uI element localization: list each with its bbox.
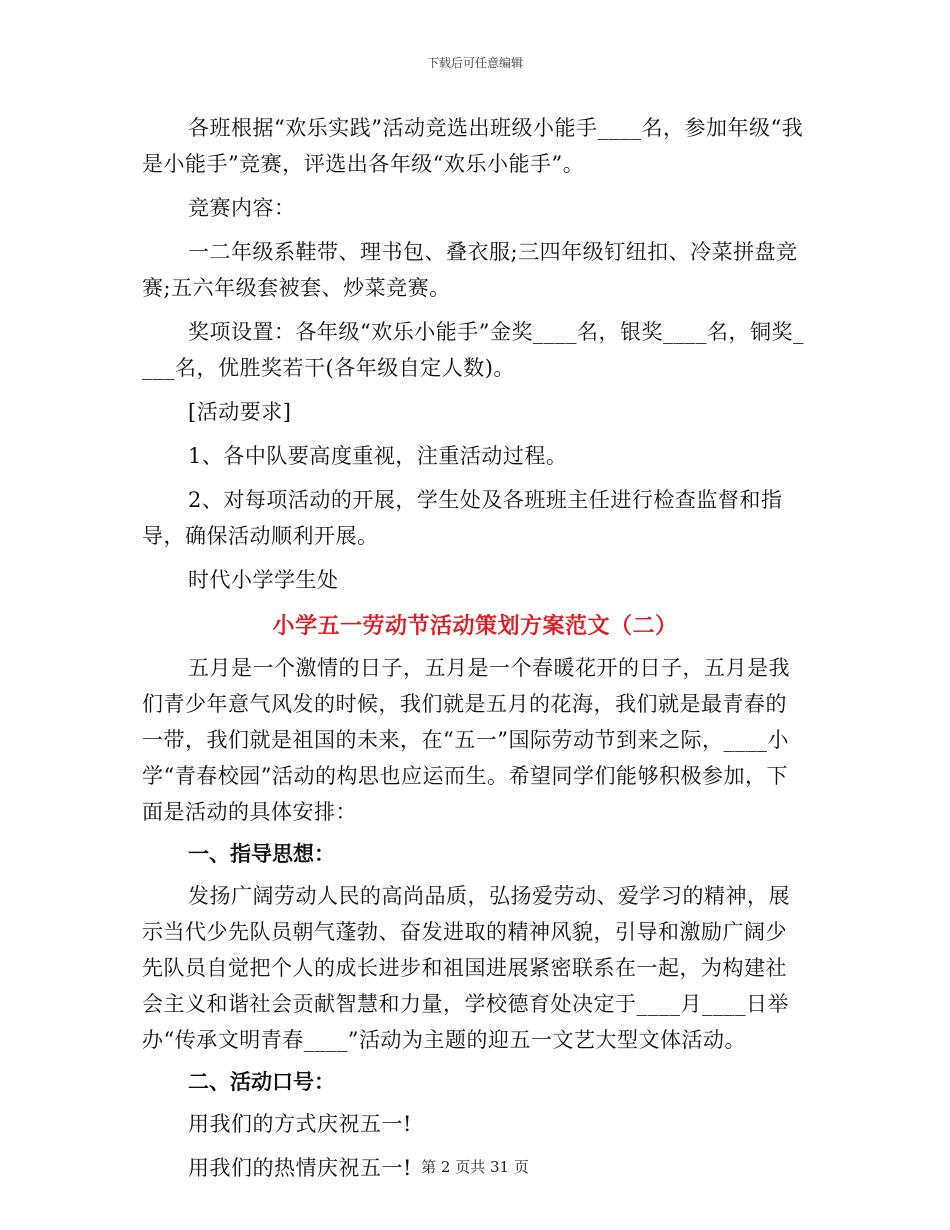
paragraph-signature: 时代小学学生处: [188, 568, 339, 592]
paragraph-slogan-2: 用我们的热情庆祝五一!: [188, 1156, 412, 1180]
paragraph-guiding-thought: 发扬广阔劳动人民的高尚品质，弘扬爱劳动、爱学习的精神，展示当代少先队员朝气蓬勃、奋发进取的精神风貌，引导和激励广阔少先队员自觉把个人的成长进步和祖国进展紧密联系在一起，为构建社会主义和谐社会贡献智慧和力量，学校德育处决定于____月____日举办“传承文明青春____”活动为主题的迎五一文艺大型文体活动。: [142, 884, 790, 1052]
paragraph-slogan-1: 用我们的方式庆祝五一!: [188, 1112, 412, 1136]
page-header: 下载后可任意编辑: [426, 56, 523, 70]
document-title: 小学五一劳动节活动策划方案范文（二）: [272, 613, 678, 639]
paragraph-contest-items: 一二年级系鞋带、理书包、叠衣服;三四年级钉纽扣、冷菜拼盘竞赛;五六年级套被套、炒菜竞赛。: [142, 240, 798, 300]
heading-slogan: 二、活动口号：: [188, 1069, 335, 1094]
paragraph-requirement-1: 1、各中队要高度重视，注重活动过程。: [188, 444, 568, 468]
paragraph-intro: 五月是一个激情的日子，五月是一个春暖花开的日子，五月是我们青少年意气风发的时候，我们就是五月的花海，我们就是最青春的一带，我们就是祖国的未来，在“五一”国际劳动节到来之际，____小学“青春校园”活动的构思也应运而生。希望同学们能够积极参加，下面是活动的具体安排：: [142, 656, 790, 824]
paragraph-contest-content-label: 竞赛内容：: [188, 196, 296, 220]
paragraph-requirement-2: 2、对每项活动的开展，学生处及各班班主任进行检查监督和指导，确保活动顺利开展。: [142, 488, 783, 548]
page-number: 第 2 页共 31 页: [421, 1158, 529, 1176]
paragraph-requirements-label: [活动要求]: [188, 400, 292, 424]
paragraph-class-selection: 各班根据“欢乐实践”活动竞选出班级小能手____名，参加年级“我是小能手”竞赛，评选出各年级“欢乐小能手”。: [142, 116, 804, 176]
paragraph-awards: 奖项设置：各年级“欢乐小能手”金奖____名，银奖____名，铜奖____名，优胜奖若干(各年级自定人数)。: [142, 320, 804, 380]
document-body: [142, 110, 808, 1186]
heading-guiding-thought: 一、指导思想：: [188, 841, 335, 866]
